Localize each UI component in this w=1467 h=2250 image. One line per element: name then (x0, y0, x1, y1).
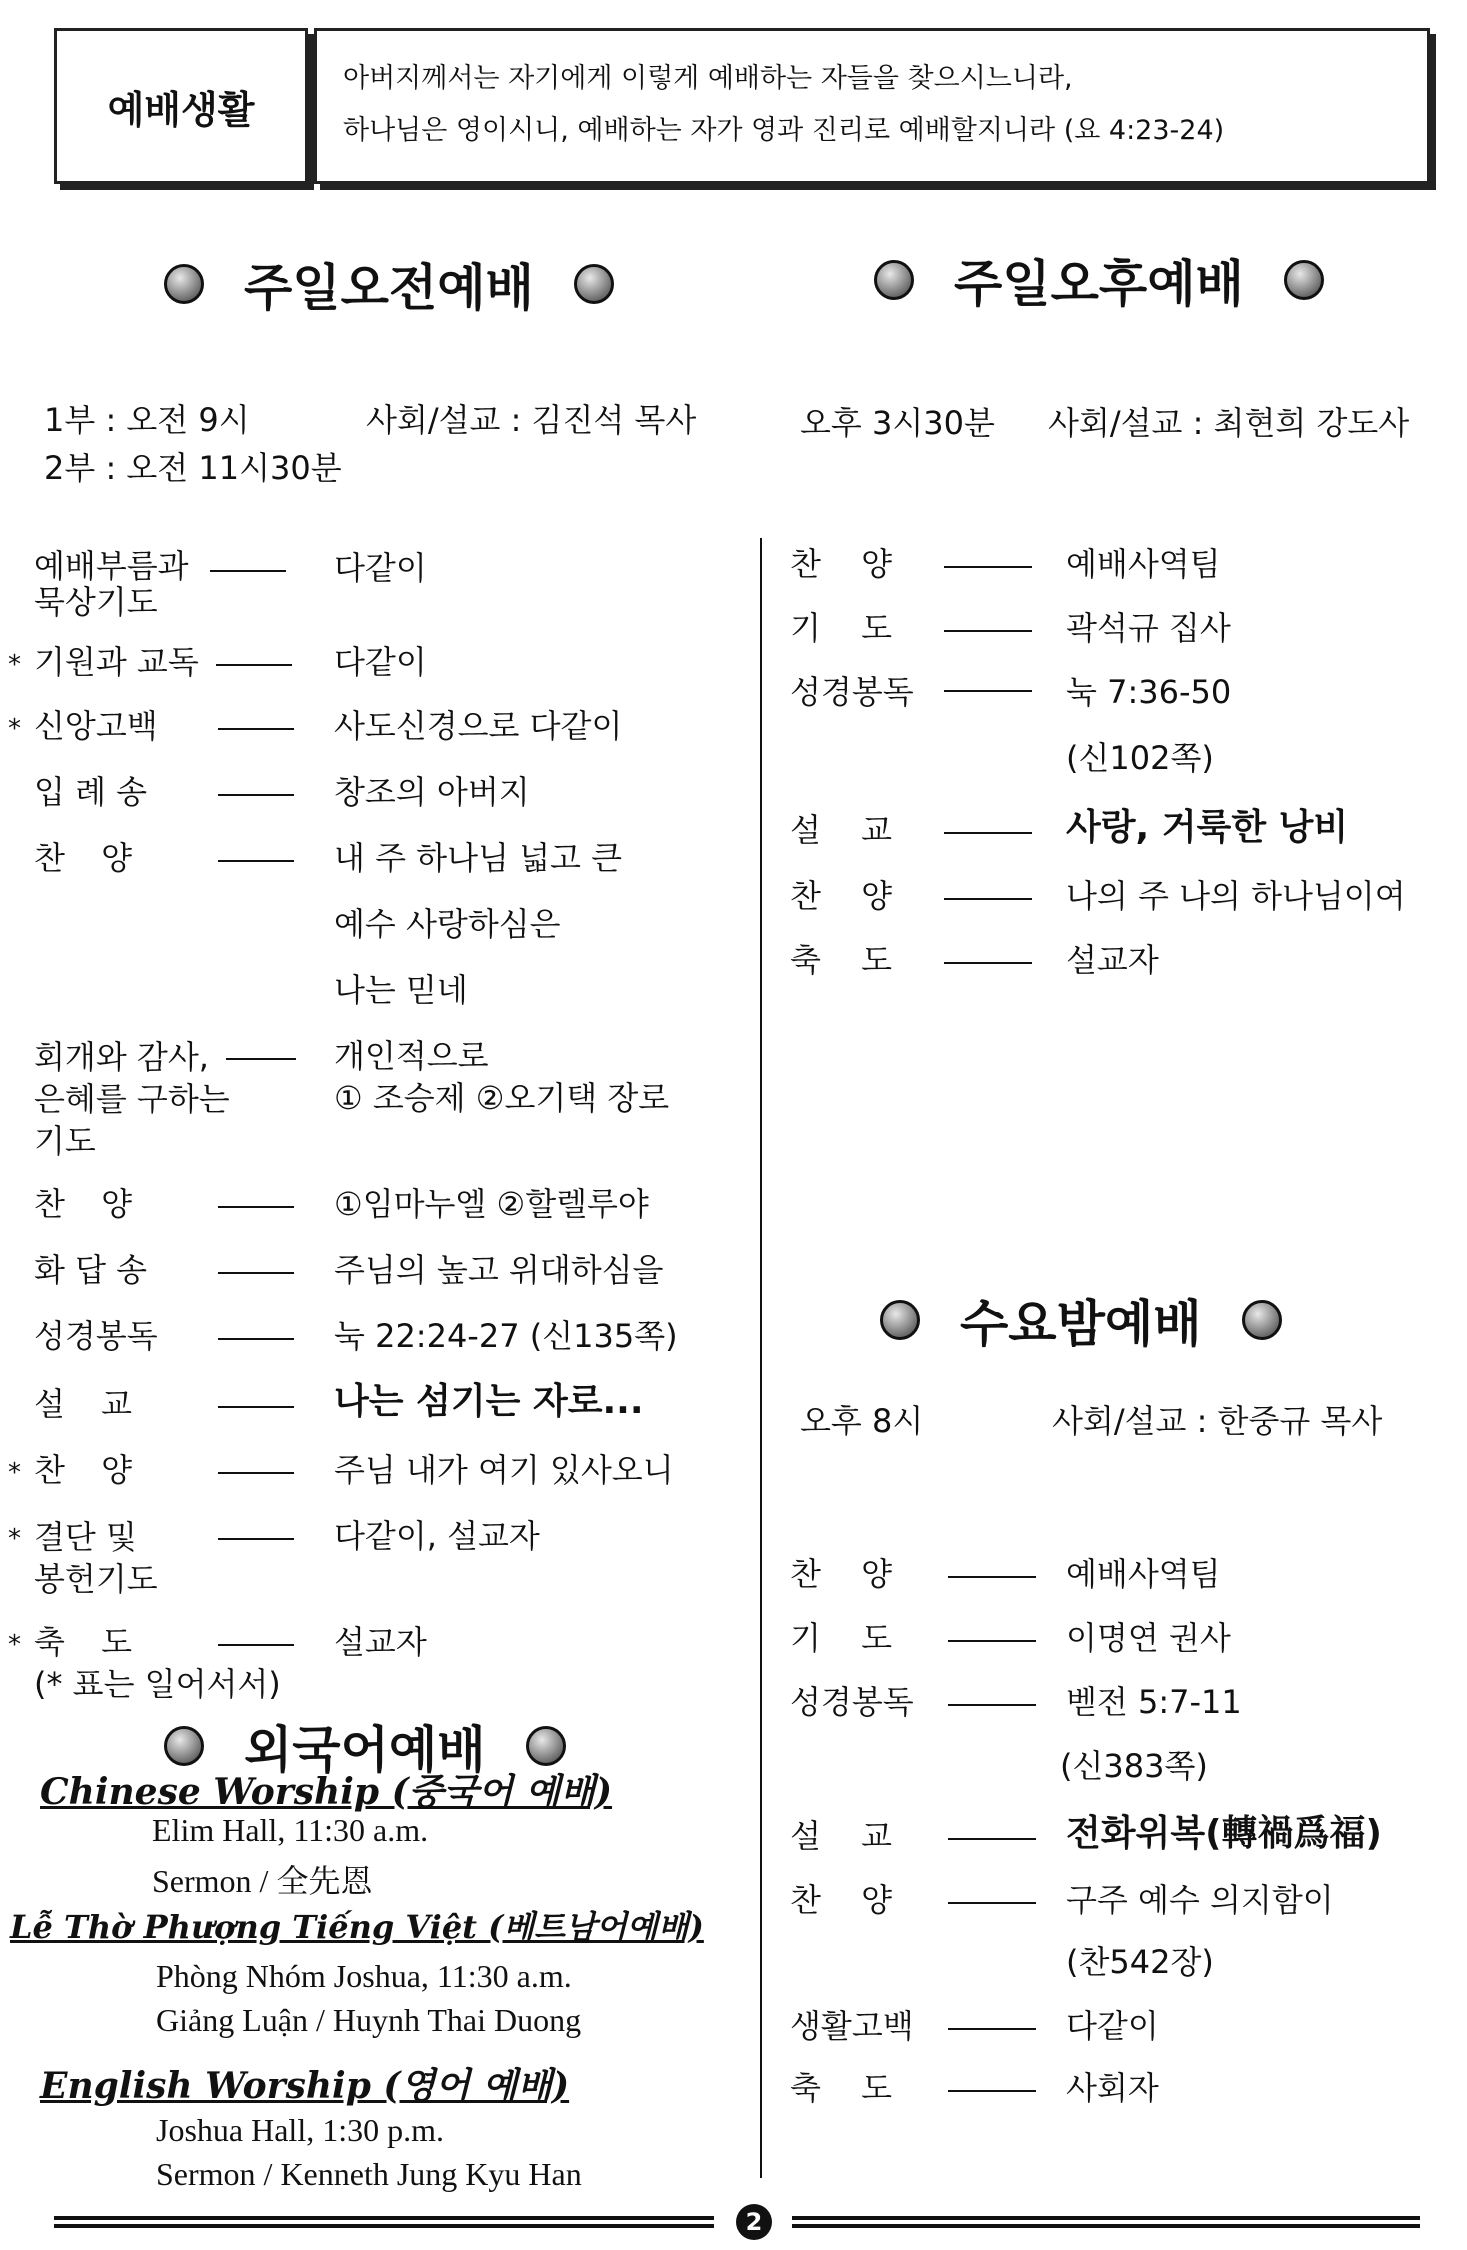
morning-item-value: 내 주 하나님 넓고 큰 (334, 839, 622, 877)
sermon-title: 전화위복(轉禍爲福) (1066, 1813, 1383, 1854)
morning-item-label: 설 교 (34, 1385, 132, 1423)
header-label: 예배생활 (107, 87, 255, 132)
morning-item-value-3: 나는 믿네 (334, 971, 468, 1009)
page-number: 2 (736, 2204, 772, 2240)
morning-item-label: 찬 양 (34, 839, 132, 877)
wednesday-item-value-2: (찬542장) (1066, 1943, 1214, 1981)
morning-item-value: 다같이 (334, 549, 427, 587)
bullet-ball-icon (1242, 1300, 1282, 1340)
afternoon-item-value: 눅 7:36-50 (1066, 673, 1232, 711)
afternoon-item-value: 나의 주 나의 하나님이여 (1066, 877, 1406, 915)
morning-item-value: ①임마누엘 ②할렐루야 (334, 1185, 649, 1223)
afternoon-item-label: 성경봉독 (790, 673, 914, 711)
leader-dash (218, 794, 294, 796)
morning-item-label: 예배부름과 묵상기도 (34, 547, 189, 621)
leader-dash (948, 2090, 1036, 2092)
morning-item-value: 다같이, 설교자 (334, 1517, 540, 1555)
morning-item-value: 눅 22:24-27 (신135쪽) (334, 1317, 678, 1355)
morning-item-value: 사도신경으로 다같이 (334, 707, 623, 745)
english-worship-sermon: Sermon / Kenneth Jung Kyu Han (156, 2156, 582, 2192)
column-divider (760, 538, 762, 2178)
bullet-ball-icon (526, 1726, 566, 1766)
leader-dash (218, 1338, 294, 1340)
wednesday-item-label: 성경봉독 (790, 1683, 914, 1721)
leader-dash (218, 1406, 294, 1408)
standing-mark: * (8, 714, 21, 744)
leader-dash (948, 1902, 1036, 1904)
leader-dash (210, 570, 286, 572)
chinese-worship-place: Elim Hall, 11:30 a.m. (152, 1812, 429, 1848)
leader-dash (944, 832, 1032, 834)
morning-item-label: 축 도 (34, 1623, 132, 1661)
afternoon-item-value: 예배사역팀 (1066, 545, 1221, 583)
wednesday-service-heading (880, 1284, 1282, 1356)
morning-item-label: 찬 양 (34, 1185, 132, 1223)
leader-dash (218, 860, 294, 862)
wednesday-item-value: 예배사역팀 (1066, 1555, 1221, 1593)
morning-item-value-2: 예수 사랑하심은 (334, 905, 561, 943)
afternoon-title: 주일오후예배 (954, 255, 1244, 313)
wednesday-item-value: 구주 예수 의지함이 (1066, 1881, 1334, 1919)
bullet-ball-icon (880, 1300, 920, 1340)
wednesday-item-value: 이명연 권사 (1066, 1619, 1231, 1657)
bullet-ball-icon (164, 1726, 204, 1766)
afternoon-item-label: 기 도 (790, 609, 892, 647)
morning-item-label: 성경봉독 (34, 1317, 158, 1355)
standing-mark: * (8, 1630, 21, 1660)
leader-dash (218, 1272, 294, 1274)
afternoon-item-label: 찬 양 (790, 545, 892, 583)
bullet-ball-icon (874, 260, 914, 300)
morning-item-value-2: ① 조승제 ②오기택 장로 (334, 1079, 670, 1117)
afternoon-service-heading (874, 244, 1324, 316)
vietnamese-worship-place: Phòng Nhóm Joshua, 11:30 a.m. (156, 1958, 572, 1994)
wednesday-item-value: 다같이 (1066, 2007, 1159, 2045)
morning-title: 주일오전예배 (244, 259, 534, 317)
standing-mark: * (8, 1458, 21, 1488)
leader-dash (944, 898, 1032, 900)
wednesday-leader: 사회/설교 : 한중규 목사 (1052, 1402, 1383, 1440)
wednesday-item-value: 사회자 (1066, 2069, 1159, 2107)
afternoon-time: 오후 3시30분 (800, 404, 995, 442)
morning-item-label: 회개와 감사, 은혜를 구하는 기도 (34, 1038, 230, 1160)
morning-item-value: 설교자 (334, 1623, 427, 1661)
leader-dash (226, 1058, 296, 1060)
bullet-ball-icon (1284, 260, 1324, 300)
morning-item-value: 주님 내가 여기 있사오니 (334, 1451, 674, 1489)
morning-item-label: 결단 및 봉헌기도 (34, 1518, 158, 1598)
wednesday-item-label: 기 도 (790, 1619, 892, 1657)
verse-line-2: 하나님은 영이시니, 예배하는 자가 영과 진리로 예배할지니라 (요 4:23-24) (343, 115, 1225, 146)
sermon-title: 사랑, 거룩한 낭비 (1066, 807, 1349, 848)
leader-dash (944, 962, 1032, 964)
leader-dash (944, 630, 1032, 632)
standing-mark: * (8, 1524, 21, 1554)
leader-dash (216, 664, 292, 666)
wednesday-item-label: 찬 양 (790, 1555, 892, 1593)
english-worship-place: Joshua Hall, 1:30 p.m. (156, 2112, 444, 2148)
afternoon-item-label: 축 도 (790, 941, 892, 979)
header-label-box (54, 28, 308, 184)
afternoon-item-label: 찬 양 (790, 877, 892, 915)
standing-mark: * (8, 650, 21, 680)
leader-dash (948, 1704, 1036, 1706)
verse-line-1: 아버지께서는 자기에게 이렇게 예배하는 자들을 찾으시느니라, (343, 63, 1073, 94)
morning-item-value: 창조의 아버지 (334, 773, 530, 811)
afternoon-item-value: 설교자 (1066, 941, 1159, 979)
afternoon-item-value-2: (신102쪽) (1066, 739, 1214, 777)
afternoon-item-label: 설 교 (790, 811, 892, 849)
afternoon-leader: 사회/설교 : 최현희 강도사 (1048, 404, 1410, 442)
leader-dash (948, 1576, 1036, 1578)
vietnamese-worship-title: Lễ Thờ Phượng Tiếng Việt (베트남어예배) (10, 1908, 704, 1946)
chinese-worship-title: Chinese Worship (중국어 예배) (40, 1771, 613, 1813)
morning-service-heading (164, 248, 614, 320)
footer-rule-left (54, 2216, 714, 2228)
leader-dash (218, 728, 294, 730)
leader-dash (944, 566, 1032, 568)
footer-rule-right (792, 2216, 1420, 2228)
foreign-title: 외국어예배 (244, 1721, 486, 1779)
leader-dash (948, 2028, 1036, 2030)
wednesday-item-value-2: (신383쪽) (1060, 1747, 1208, 1785)
morning-item-value: 개인적으로 (334, 1037, 489, 1075)
wednesday-item-label: 설 교 (790, 1817, 892, 1855)
bullet-ball-icon (164, 264, 204, 304)
leader-dash (944, 690, 1032, 692)
leader-dash (948, 1838, 1036, 1840)
sermon-title: 나는 섬기는 자로... (334, 1381, 644, 1422)
leader-dash (218, 1206, 294, 1208)
english-worship-title: English Worship (영어 예배) (40, 2065, 570, 2107)
morning-item-label: 찬 양 (34, 1451, 132, 1489)
vietnamese-worship-sermon: Giảng Luận / Huynh Thai Duong (156, 2002, 582, 2038)
morning-leader: 사회/설교 : 김진석 목사 (366, 401, 697, 439)
standing-note: (* 표는 일어서서) (34, 1665, 281, 1703)
leader-dash (218, 1538, 294, 1540)
bullet-ball-icon (574, 264, 614, 304)
morning-item-label: 입 례 송 (34, 773, 148, 811)
morning-part2: 2부 : 오전 11시30분 (44, 449, 342, 487)
morning-item-value: 다같이 (334, 643, 427, 681)
morning-item-value: 주님의 높고 위대하심을 (334, 1251, 664, 1289)
afternoon-item-value: 곽석규 집사 (1066, 609, 1231, 647)
leader-dash (218, 1472, 294, 1474)
leader-dash (948, 1640, 1036, 1642)
wednesday-item-label: 찬 양 (790, 1881, 892, 1919)
wednesday-time: 오후 8시 (800, 1402, 924, 1440)
morning-part1: 1부 : 오전 9시 (44, 401, 250, 439)
wednesday-item-label: 축 도 (790, 2069, 892, 2107)
morning-item-label: 화 답 송 (34, 1251, 148, 1289)
chinese-worship-sermon: Sermon / 全先恩 (152, 1863, 373, 1899)
wednesday-title: 수요밤예배 (960, 1295, 1202, 1353)
wednesday-item-value: 벧전 5:7-11 (1066, 1683, 1242, 1721)
morning-item-label: 신앙고백 (34, 707, 158, 745)
header-verse-box (314, 28, 1430, 184)
leader-dash (218, 1644, 294, 1646)
wednesday-item-label: 생활고백 (790, 2007, 914, 2045)
morning-item-label: 기원과 교독 (34, 643, 199, 681)
